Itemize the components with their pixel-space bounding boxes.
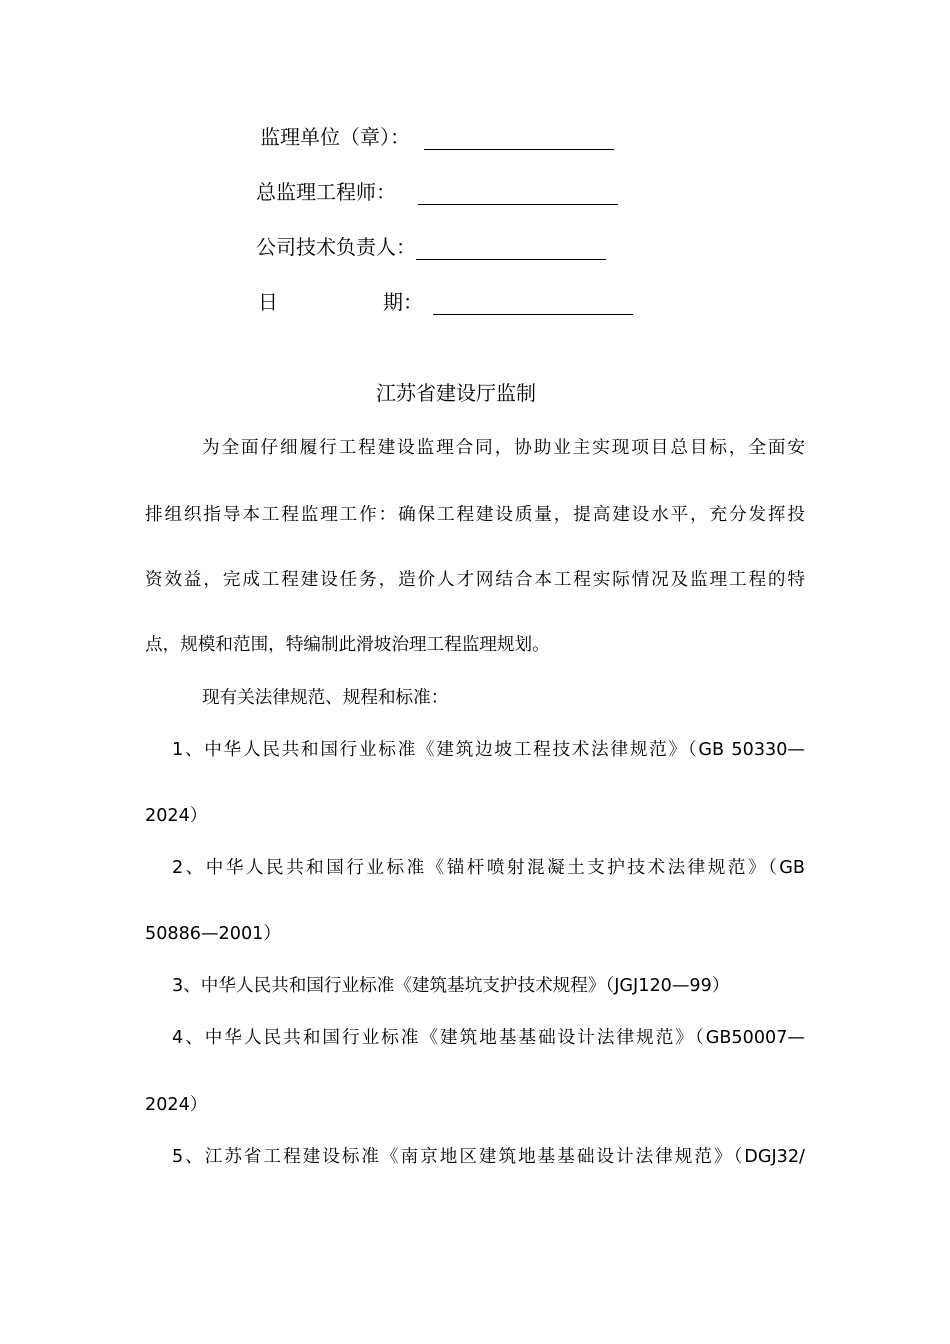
supervisor-unit-label: 监理单位（章）： bbox=[260, 125, 410, 149]
standard-item-1-continued: 2024） bbox=[145, 806, 208, 826]
standards-heading: 现有关法律规范、规程和标准： bbox=[202, 688, 449, 708]
supervisor-unit-row bbox=[260, 120, 614, 150]
chief-engineer-blank bbox=[418, 180, 618, 205]
supervisor-unit-blank bbox=[424, 125, 614, 150]
date-label-left: 日 bbox=[258, 290, 278, 314]
company-tech-lead-blank bbox=[416, 235, 606, 260]
company-tech-lead-row bbox=[256, 230, 606, 260]
chief-engineer-label: 总监理工程师： bbox=[256, 180, 396, 204]
standard-item-4: 4、中华人民共和国行业标准《建筑地基基础设计法律规范》（GB50007— bbox=[172, 1028, 805, 1048]
date-label bbox=[258, 289, 423, 315]
standard-item-1: 1、中华人民共和国行业标准《建筑边坡工程技术法律规范》（GB 50330— bbox=[172, 740, 805, 760]
document-heading: 江苏省建设厅监制 bbox=[376, 381, 536, 405]
date-label-right: 期： bbox=[383, 290, 423, 314]
date-row bbox=[258, 285, 633, 315]
standard-item-2-continued: 50886—2001） bbox=[145, 924, 281, 944]
intro-line-4: 点，规模和范围，特编制此滑坡治理工程监理规划。 bbox=[145, 635, 550, 655]
date-blank bbox=[433, 290, 633, 315]
company-tech-lead-label: 公司技术负责人： bbox=[256, 235, 416, 259]
standard-item-2: 2、中华人民共和国行业标准《锚杆喷射混凝土支护技术法律规范》（GB bbox=[172, 858, 805, 878]
intro-line-2: 排组织指导本工程监理工作：确保工程建设质量，提高建设水平，充分发挥投 bbox=[145, 505, 805, 525]
intro-line-1: 为全面仔细履行工程建设监理合同，协助业主实现项目总目标，全面安 bbox=[202, 438, 805, 458]
intro-line-3: 资效益，完成工程建设任务，造价人才网结合本工程实际情况及监理工程的特 bbox=[145, 570, 805, 590]
standard-item-5: 5、江苏省工程建设标准《南京地区建筑地基基础设计法律规范》（DGJ32/ bbox=[172, 1147, 805, 1167]
standard-item-4-continued: 2024） bbox=[145, 1095, 208, 1115]
chief-engineer-row bbox=[256, 175, 618, 205]
standard-item-3: 3、中华人民共和国行业标准《建筑基坑支护技术规程》（JGJ120—99） bbox=[172, 976, 730, 996]
